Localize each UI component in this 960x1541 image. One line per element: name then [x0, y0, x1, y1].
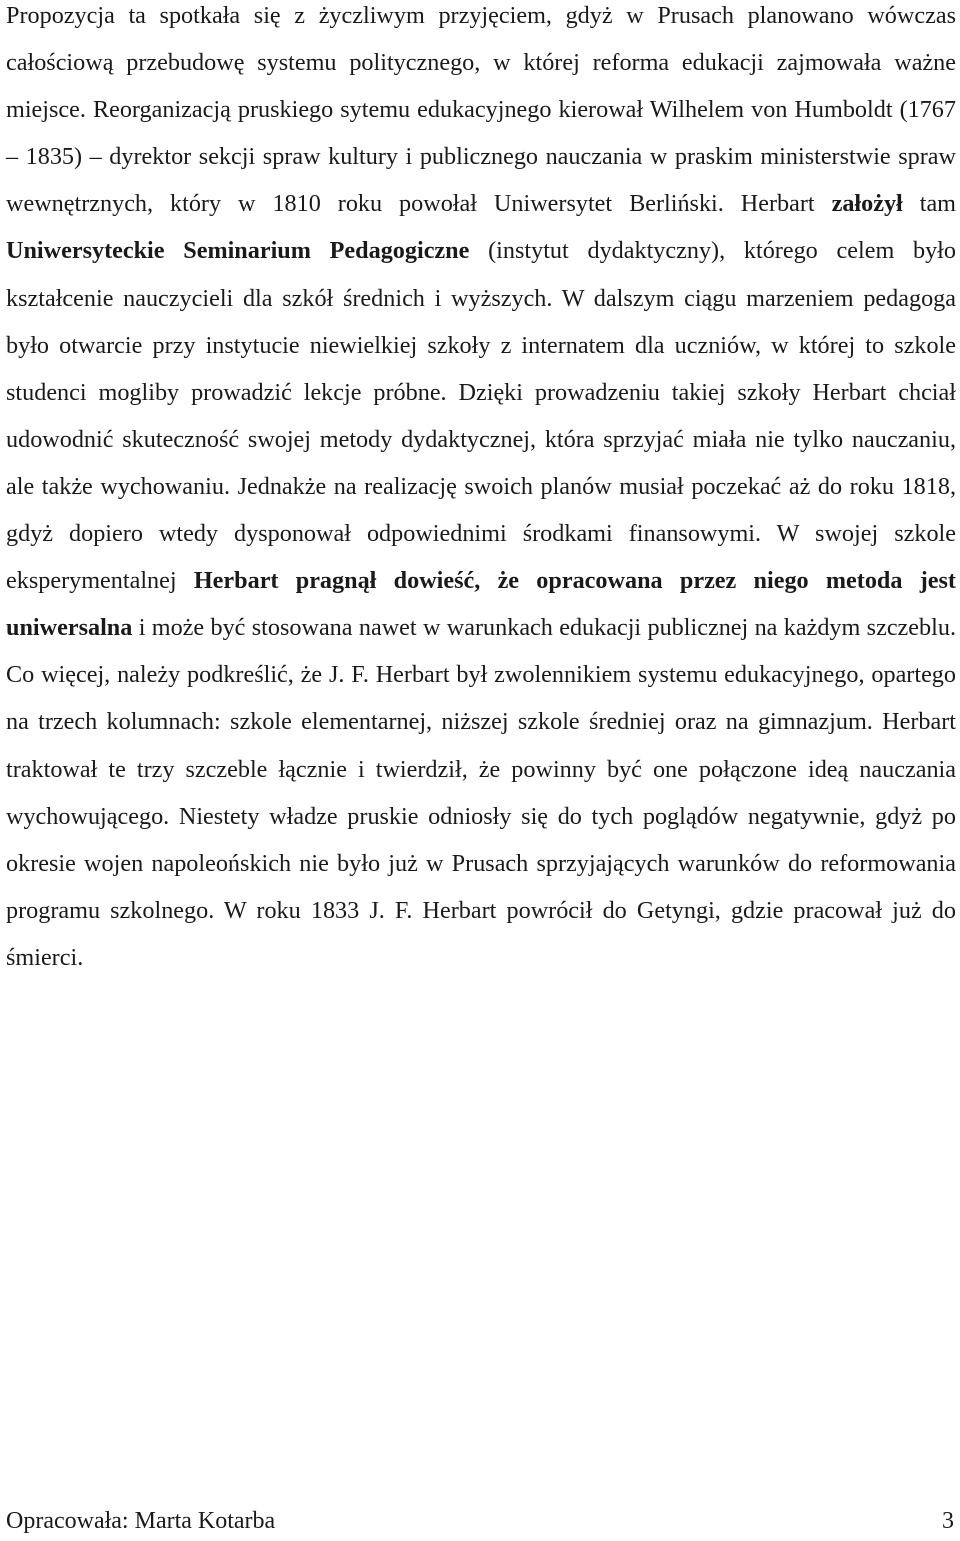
paragraph-text: (instytut dydaktyczny), którego celem było kształcenie nauczycieli dla szkół średnich i wyższych. W dalszym ciągu marzeniem pedagoga było otwarcie przy instytucie niewielkiej szkoły z internatem dla uczniów, w której to szkole studenci mogliby prowadzić lekcje próbne. Dzięki prowadzeniu takiej szkoły Herbart chciał udowodnić skuteczność swojej metody dydaktycznej, która sprzyjać miała nie tylko nauczaniu, ale także wychowaniu. Jednakże na realizację swoich planów musiał poczekać aż do roku 1818, gdyż dopiero wtedy dysponował odpowiednimi środkami finansowymi. W swojej szkole eksperymentalnej	[6, 237, 956, 595]
paragraph-text: i może być stosowana nawet w warunkach edukacji publicznej na każdym szczeblu. Co więcej, należy podkreślić, że J. F. Herbart był zwolennikiem systemu edukacyjnego, opartego na trzech kolumnach: szkole elementarnej, niższej szkole średniej oraz na gimnazjum. Herbart traktował te trzy szczeble łącznie i twierdził, że powinny być one połączone ideą nauczania wychowującego. Niestety władze pruskie odniosły się do tych poglądów negatywnie, gdyż po okresie wojen napoleońskich nie było już w Prusach sprzyjających warunków do reformowania programu szkolnego. W roku 1833 J. F. Herbart powrócił do Getyngi, gdzie pracował już do śmierci.	[6, 614, 956, 971]
footer-author: Opracowała: Marta Kotarba	[6, 1508, 276, 1534]
bold-phrase-founded: założył	[831, 190, 903, 218]
bold-phrase-universal-method: Herbart pragnął dowieść, że opracowana przez niego metoda jest uniwersalna	[6, 567, 956, 642]
page-number: 3	[942, 1508, 954, 1534]
bold-phrase-seminar: Uniwersyteckie Seminarium Pedagogiczne	[6, 237, 470, 265]
paragraph-text: Propozycja ta spotkała się z życzliwym przyjęciem, gdyż w Prusach planowano wówczas całościową przebudowę systemu politycznego, w której reforma edukacji zajmowała ważne miejsce. Reorganizacją pruskiego sytemu edukacyjnego kierował Wilhelem von Humboldt (1767 – 1835) – dyrektor sekcji spraw kultury i publicznego nauczania w praskim ministerstwie spraw wewnętrznych, który w 1810 roku powołał Uniwersytet Berliński. Herbart	[6, 2, 956, 218]
paragraph-text: tam	[902, 190, 956, 218]
body-paragraph	[6, 0, 956, 981]
page-footer	[6, 1506, 954, 1536]
